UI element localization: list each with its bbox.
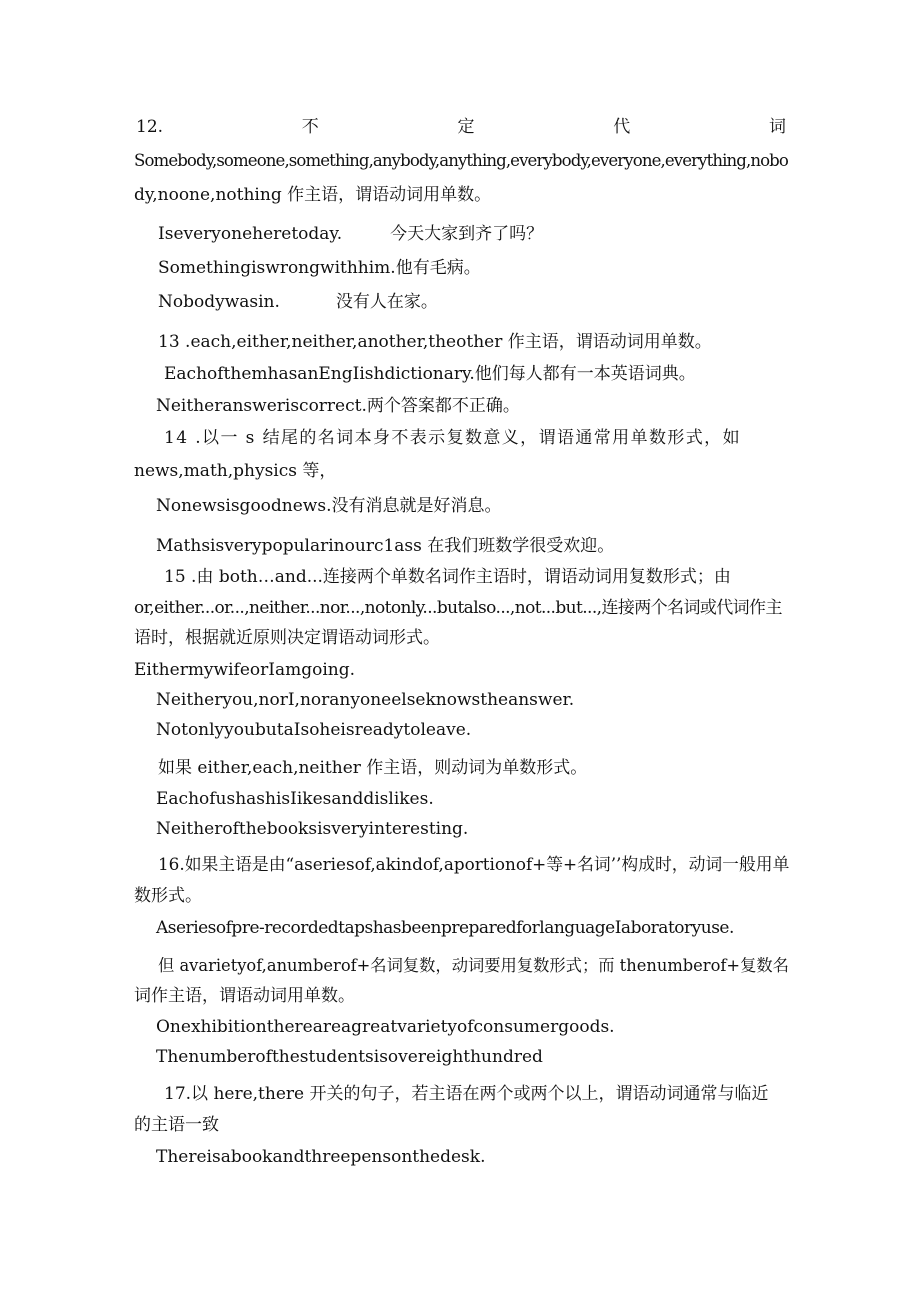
heading-17: 17.以 here,there 开关的句子，若主语在两个或两个以上，谓语动词通常与临近 <box>164 1084 769 1104</box>
example-line: Onexhibitionthereareagreatvarietyofconsumergoods. <box>156 1017 615 1037</box>
example-line: Aseriesofpre-recordedtapshasbeenpreparedforlanguageIaboratoryuse. <box>156 918 734 938</box>
example-chinese: 今天大家到齐了吗？ <box>390 224 544 244</box>
text-line: 数形式。 <box>134 886 202 906</box>
example-line <box>158 291 438 313</box>
example-line: Thereisabookandthreepensonthedesk. <box>156 1147 486 1167</box>
text-line: news,math,physics 等， <box>134 461 337 481</box>
heading-12-char-4: 词 <box>768 117 786 137</box>
heading-13: 13 .each,either,neither,another,theother 作主语，谓语动词用单数。 <box>158 332 712 352</box>
heading-16: 16.如果主语是由“aseriesof,akindof,aportionof+等+名词’’构成时，动词一般用单 <box>158 854 790 874</box>
heading-12-char-2: 定 <box>457 117 475 137</box>
text-line: 但 avarietyof,anumberof+名词复数，动词要用复数形式；而 thenumberof+复数名 <box>158 956 789 975</box>
heading-12-number: 12. <box>136 117 164 137</box>
example-line: Neitherofthebooksisveryinteresting. <box>156 819 469 839</box>
heading-15: 15 .由 both…and...连接两个单数名词作主语时，谓语动词用复数形式；由 <box>164 567 731 587</box>
example-english: Iseveryoneheretoday. <box>158 224 343 244</box>
heading-12-char-3: 代 <box>613 117 631 137</box>
example-line: Mathsisverypopularinourc1ass 在我们班数学很受欢迎。 <box>156 536 615 556</box>
example-line <box>158 223 543 245</box>
example-english: Nobodywasin. <box>158 292 280 312</box>
example-line: NotonlyyoubutaIsoheisreadytoleave. <box>156 720 472 740</box>
example-line: Nonewsisgoodnews.没有消息就是好消息。 <box>156 496 502 516</box>
heading-12 <box>136 116 786 138</box>
text-line: 词作主语，谓语动词用单数。 <box>134 986 355 1006</box>
heading-12-char-1: 不 <box>301 117 319 137</box>
text-line: Somebody,someone,something,anybody,anything,everybody,everyone,everything,nobo <box>134 151 788 170</box>
example-chinese: 没有人在家。 <box>335 292 438 312</box>
example-line: Somethingiswrongwithhim.他有毛病。 <box>158 258 481 278</box>
note-line: 如果 either,each,neither 作主语，则动词为单数形式。 <box>158 758 588 778</box>
text-line: dy,noone,nothing 作主语，谓语动词用单数。 <box>134 185 492 205</box>
example-line: Neitheryou,norI,noranyoneelseknowstheanswer. <box>156 690 575 710</box>
text-line: or,either...or...,neither...nor...,notonly...butalso...,not...but...,连接两个名词或代词作主 <box>134 598 782 618</box>
example-line: EachofushashisIikesanddislikes. <box>156 789 434 809</box>
example-line: EithermywifeorIamgoing. <box>134 660 355 680</box>
example-line: Thenumberofthestudentsisovereighthundred <box>156 1047 543 1067</box>
example-line: Neitheransweriscorrect.两个答案都不正确。 <box>156 396 520 416</box>
text-line: 的主语一致 <box>134 1115 219 1135</box>
example-line: EachofthemhasanEngIishdictionary.他们每人都有一本英语词典。 <box>164 364 696 384</box>
text-line: 语时，根据就近原则决定谓语动词形式。 <box>134 628 440 648</box>
heading-14: 14 .以一 s 结尾的名词本身不表示复数意义，谓语通常用单数形式，如 <box>164 428 741 448</box>
